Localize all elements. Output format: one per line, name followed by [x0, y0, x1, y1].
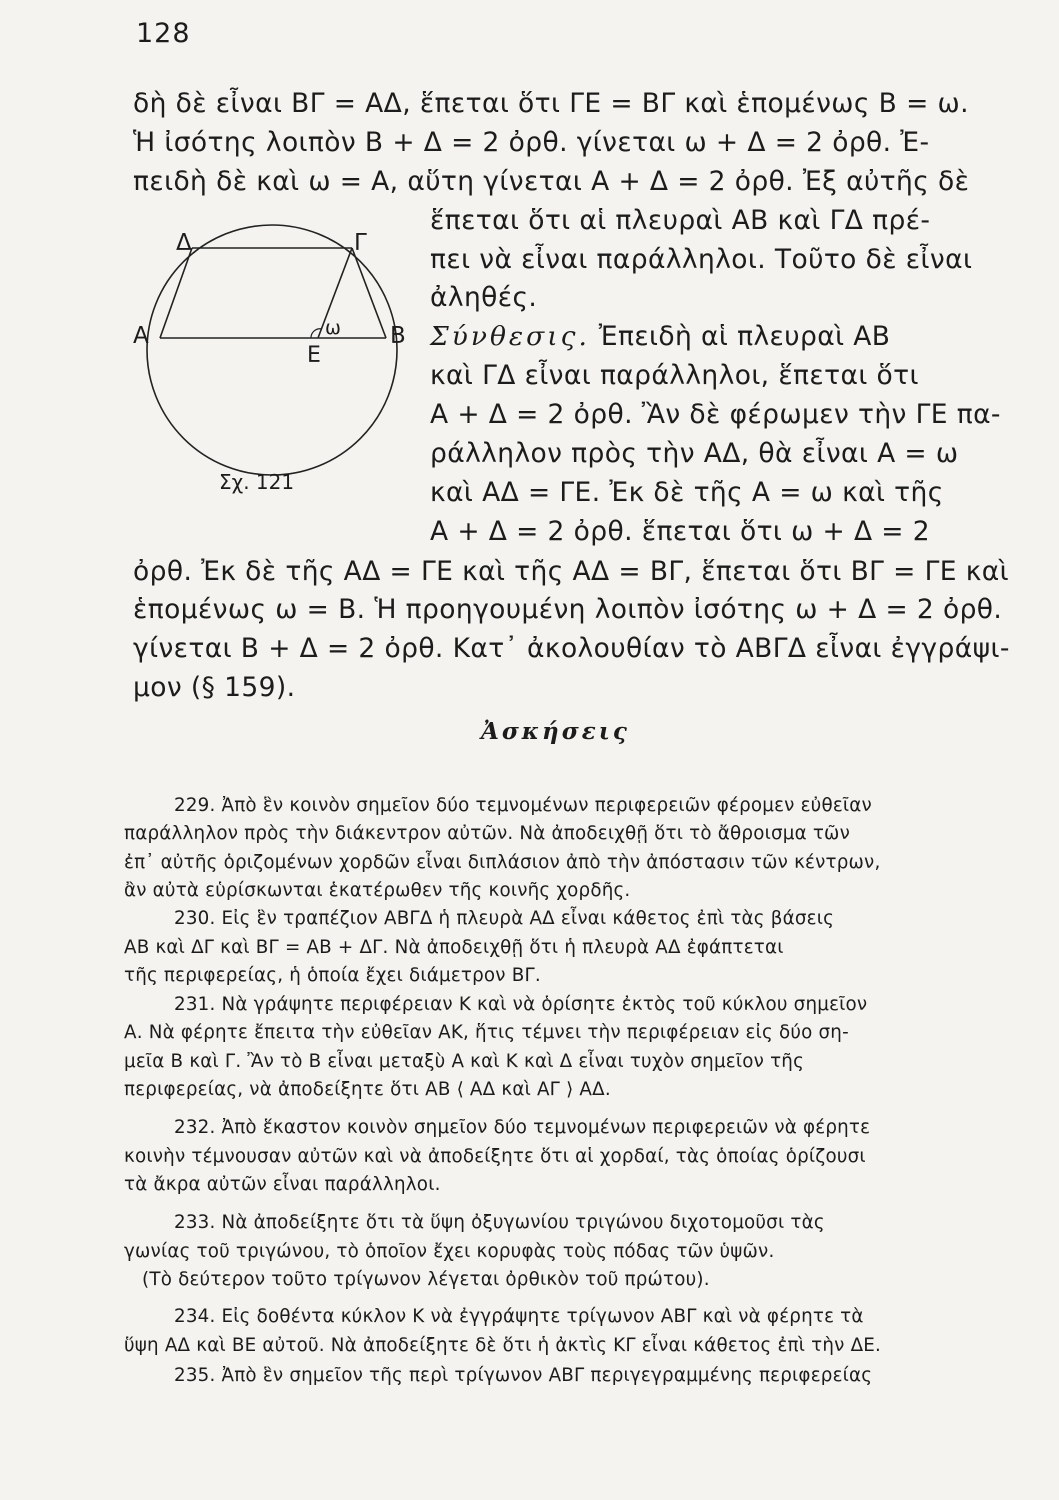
label-e: Ε [307, 343, 321, 368]
exercise-line: ὕψη ΑΔ καὶ ΒΕ αὐτοῦ. Νὰ ἀποδείξητε δὲ ὅτι ἡ ἀκτὶς ΚΓ εἶναι κάθετος ἐπὶ τὴν ΔΕ. [124, 1335, 882, 1356]
exercise-line: γωνίας τοῦ τριγώνου, τὸ ὁποῖον ἔχει κορυφὰς τοὺς πόδας τῶν ὑψῶν. [124, 1241, 775, 1262]
page-number: 128 [136, 18, 191, 49]
text-line: Ἡ ἰσότης λοιπὸν Β + Δ = 2 ὀρθ. γίνεται ω + Δ = 2 ὀρθ. Ἐ- [133, 127, 930, 158]
label-d: Δ [176, 230, 192, 256]
text-line: ράλληλον πρὸς τὴν ΑΔ, θὰ εἶναι Α = ω [430, 438, 959, 469]
text-line: ἀληθές. [430, 282, 538, 313]
label-g: Γ [354, 230, 367, 256]
exercise-line: Α. Νὰ φέρητε ἔπειτα τὴν εὐθεῖαν ΑΚ, ἥτις τέμνει τὴν περιφέρειαν εἰς δύο ση- [124, 1022, 849, 1043]
exercise-line: ἂν αὐτὰ εὑρίσκωνται ἑκατέρωθεν τῆς κοινῆς χορδῆς. [124, 880, 631, 901]
label-a: Α [133, 323, 149, 349]
exercise-line: ἐπ᾽ αὐτῆς ὁριζομένων χορδῶν εἶναι διπλάσιον ἀπὸ τὴν ἀπόστασιν τῶν κέντρων, [124, 852, 881, 873]
figure-caption: Σχ. 121 [219, 470, 295, 494]
text-line: ἑπομένως ω = Β. Ἡ προηγουμένη λοιπὸν ἰσότης ω + Δ = 2 ὀρθ. [133, 594, 1003, 625]
exercise-line: 230. Εἰς ἓν τραπέζιον ΑΒΓΔ ἡ πλευρὰ ΑΔ εἶναι κάθετος ἐπὶ τὰς βάσεις [174, 908, 835, 929]
exercise-line: τῆς περιφερείας, ἡ ὁποία ἔχει διάμετρον ΒΓ. [124, 965, 541, 986]
label-b: Β [390, 323, 406, 349]
synthesis-first-line [430, 318, 890, 356]
side-ad [160, 248, 192, 338]
text-line: καὶ ΓΔ εἶναι παράλληλοι, ἕπεται ὅτι [430, 360, 919, 391]
exercise-line: 234. Εἰς δοθέντα κύκλον Κ νὰ ἐγγράψητε τρίγωνον ΑΒΓ καὶ νὰ φέρητε τὰ [174, 1306, 864, 1327]
exercise-line: παράλληλον πρὸς τὴν διάκεντρον αὐτῶν. Νὰ ἀποδειχθῇ ὅτι τὸ ἄθροισμα τῶν [124, 823, 850, 844]
exercise-line: 232. Ἀπὸ ἕκαστον κοινὸν σημεῖον δύο τεμνομένων περιφερειῶν νὰ φέρητε [174, 1117, 871, 1138]
text-line: Α + Δ = 2 ὀρθ. ἕπεται ὅτι ω + Δ = 2 [430, 516, 930, 547]
exercise-line: τὰ ἄκρα αὐτῶν εἶναι παράλληλοι. [124, 1174, 441, 1195]
circumcircle [147, 225, 397, 475]
exercise-line: 231. Νὰ γράψητε περιφέρειαν Κ καὶ νὰ ὁρίσητε ἐκτὸς τοῦ κύκλου σημεῖον [174, 994, 868, 1015]
exercise-line: 233. Νὰ ἀποδείξητε ὅτι τὰ ὕψη ὀξυγωνίου τριγώνου διχοτομοῦσι τὰς [174, 1212, 825, 1233]
exercise-line: 235. Ἀπὸ ἓν σημεῖον τῆς περὶ τρίγωνον ΑΒΓ περιγεγραμμένης περιφερείας [174, 1365, 873, 1386]
text-line: ὀρθ. Ἐκ δὲ τῆς ΑΔ = ΓΕ καὶ τῆς ΑΔ = ΒΓ, ἕπεται ὅτι ΒΓ = ΓΕ καὶ [133, 556, 1009, 587]
text-line: δὴ δὲ εἶναι ΒΓ = ΑΔ, ἕπεται ὅτι ΓΕ = ΒΓ καὶ ἑπομένως Β = ω. [133, 88, 969, 119]
exercise-line: ΑΒ καὶ ΔΓ καὶ ΒΓ = ΑΒ + ΔΓ. Νὰ ἀποδειχθῇ ὅτι ἡ πλευρὰ ΑΔ ἐφάπτεται [124, 937, 784, 958]
text-line: μον (§ 159). [133, 672, 296, 703]
side-bg [352, 248, 386, 338]
synthesis-first-text: Ἐπειδὴ αἱ πλευραὶ ΑΒ [598, 321, 891, 352]
exercise-line: (Τὸ δεύτερον τοῦτο τρίγωνον λέγεται ὀρθικὸν τοῦ πρώτου). [142, 1269, 710, 1290]
text-line: Α + Δ = 2 ὀρθ. Ἂν δὲ φέρωμεν τὴν ΓΕ πα- [430, 399, 1001, 430]
label-omega: ω [325, 317, 341, 339]
exercise-line: 229. Ἀπὸ ἓν κοινὸν σημεῖον δύο τεμνομένων περιφερειῶν φέρομεν εὐθεῖαν [174, 795, 872, 816]
exercise-line: κοινὴν τέμνουσαν αὐτῶν καὶ νὰ ἀποδείξητε ὅτι αἱ χορδαί, τὰς ὁποίας ὁρίζουσι [124, 1146, 866, 1167]
exercises-heading: Ἀσκήσεις [481, 718, 630, 745]
text-line: καὶ ΑΔ = ΓΕ. Ἐκ δὲ τῆς Α = ω καὶ τῆς [430, 477, 944, 508]
text-line: πειδὴ δὲ καὶ ω = Α, αὕτη γίνεται Α + Δ = 2 ὀρθ. Ἐξ αὐτῆς δὲ [133, 166, 970, 197]
exercise-line: μεῖα Β καὶ Γ. Ἂν τὸ Β εἶναι μεταξὺ Α καὶ Κ καὶ Δ εἶναι τυχὸν σημεῖον τῆς [124, 1051, 804, 1072]
text-line: ἕπεται ὅτι αἱ πλευραὶ ΑΒ καὶ ΓΔ πρέ- [430, 205, 931, 236]
text-line: πει νὰ εἶναι παράλληλοι. Τοῦτο δὲ εἶναι [430, 244, 973, 275]
exercise-line: περιφερείας, νὰ ἀποδείξητε ὅτι ΑΒ ⟨ ΑΔ καὶ ΑΓ ⟩ ΑΔ. [124, 1079, 611, 1100]
text-line: γίνεται Β + Δ = 2 ὀρθ. Κατ᾽ ἀκολουθίαν τὸ ΑΒΓΔ εἶναι ἐγγράψι- [133, 633, 1010, 664]
synthesis-label: Σύνθεσις. [430, 321, 590, 352]
figure-121 [130, 215, 420, 505]
